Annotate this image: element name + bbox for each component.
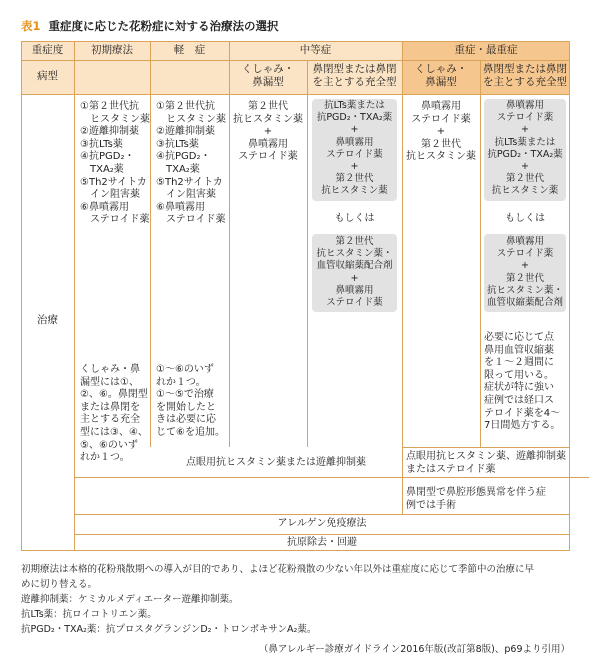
- drug-line: +: [350, 161, 359, 173]
- drug-line: 血管収縮薬配合剤: [486, 297, 563, 309]
- note-line: テロイド薬を4～: [484, 407, 561, 419]
- drug-line: 抗ヒスタミン薬・: [486, 284, 563, 296]
- severe-block-therapy-1: [480, 100, 570, 198]
- surgery-line: 例では手術: [406, 499, 456, 511]
- drug-line: 抗ヒスタミン薬: [491, 185, 559, 197]
- drug-item: イン阻害薬: [156, 189, 216, 201]
- severe-sneeze-type-line: 鼻漏型: [425, 76, 457, 88]
- drug-item: TXA₂薬: [156, 163, 200, 175]
- source-citation: （鼻アレルギー診療ガイドライン2016年版(改訂第8版)、p69より引用）: [258, 644, 570, 655]
- drug-line: 鼻噴霧用: [505, 236, 544, 247]
- drug-item: TXA₂薬: [80, 163, 124, 175]
- mild-therapy-list: [156, 101, 226, 227]
- drug-line: 鼻噴霧用: [248, 138, 288, 150]
- drug-line: 抗ヒスタミン薬・: [316, 248, 393, 260]
- note-line: くしゃみ・鼻: [80, 364, 140, 375]
- note-line: 症状が特に強い: [484, 382, 554, 394]
- drug-line: 第２世代: [248, 101, 288, 112]
- rule: [21, 60, 570, 61]
- immunotherapy-row: アレルゲン免疫療法: [277, 518, 367, 529]
- drug-line: ステロイド薬: [326, 148, 383, 160]
- footnotes: [21, 562, 573, 637]
- severe-block-type-line: 鼻閉型または鼻閉: [483, 63, 567, 75]
- rule: [74, 477, 589, 478]
- severe-sneeze-type: [402, 63, 480, 89]
- drug-item: ③抗LTs薬: [80, 138, 123, 150]
- rule: [74, 41, 75, 551]
- drug-line: 鼻噴霧用: [505, 100, 544, 111]
- rule: [74, 534, 570, 535]
- initial-therapy-note: [80, 364, 148, 465]
- drug-item: ⑤Th2サイトカ: [156, 176, 223, 188]
- moderate-block-therapy-1: [307, 100, 402, 198]
- drug-line: 抗ヒスタミン薬: [406, 151, 476, 163]
- drug-line: 血管収縮薬配合剤: [316, 260, 393, 272]
- note-line: 漏型には①、: [80, 376, 139, 388]
- note-line: ①～⑥のいず: [156, 364, 214, 375]
- drug-line: 鼻噴霧用: [335, 284, 374, 296]
- note-line: または鼻閉を: [80, 401, 140, 413]
- drug-line: 第２世代: [421, 138, 461, 150]
- col-initial: 初期療法: [91, 44, 133, 56]
- footnote-line: 初期療法は本格的花粉飛散期への導入が目的であり、よほど花粉飛散の少ない年以外は重症度に応じて季節中の治療に早: [21, 564, 535, 575]
- moderate-or-label: もしくは: [334, 213, 375, 224]
- drug-item: ⑥鼻噴霧用: [80, 201, 129, 213]
- mild-therapy-note: [156, 364, 225, 440]
- col-severe: 重症・最重症: [454, 44, 518, 56]
- note-line: 必要に応じて点: [484, 332, 554, 343]
- drug-line: +: [436, 126, 446, 138]
- severe-therapy-note: [484, 332, 560, 433]
- rule: [21, 550, 570, 551]
- drug-item: ①第２世代抗: [156, 101, 215, 112]
- note-line: ②、⑥。鼻閉型: [80, 389, 148, 401]
- initial-therapy-list: [80, 101, 150, 227]
- drug-line: ステロイド薬: [411, 113, 471, 125]
- rule: [402, 447, 570, 448]
- eye-drops-line: 点眼用抗ヒスタミン薬、遊離抑制薬: [406, 451, 566, 462]
- drug-line: ステロイド薬: [238, 151, 298, 163]
- eye-drops-severe: [406, 451, 566, 476]
- drug-item: ヒスタミン薬: [80, 113, 150, 125]
- drug-item: ①第２世代抗: [80, 101, 139, 112]
- drug-line: 抗PGD₂・TXA₂薬: [316, 112, 393, 124]
- note-line: 限って用いる。: [484, 369, 554, 381]
- note-line: じて⑥を追加。: [156, 426, 225, 438]
- drug-line: 第２世代: [335, 236, 374, 247]
- moderate-sneeze-type: [229, 63, 307, 89]
- moderate-sneeze-type-line: 鼻漏型: [252, 76, 284, 88]
- drug-line: +: [350, 124, 359, 136]
- drug-line: 抗ヒスタミン薬: [321, 185, 388, 197]
- drug-item: ヒスタミン薬: [156, 113, 226, 125]
- surgery-note: [406, 487, 546, 512]
- drug-line: ステロイド薬: [326, 297, 383, 309]
- drug-line: 抗PGD₂・TXA₂薬: [487, 148, 563, 160]
- footnote-line: 遊離抑制薬：ケミカルメディエーター遊離抑制薬。: [21, 594, 239, 605]
- drug-item: ⑥鼻噴霧用: [156, 201, 205, 213]
- note-line: ①～⑤で治療: [156, 389, 214, 401]
- note-line: ⑤、⑥のいず: [80, 439, 138, 451]
- col-moderate: 中等症: [299, 44, 332, 56]
- note-line: 7日間処方する。: [484, 420, 561, 432]
- note-line: を１～２週間に: [484, 357, 554, 369]
- footnote-line: めに切り替える。: [21, 579, 98, 590]
- antigen-avoidance-row: 抗原除去・回避: [287, 537, 357, 548]
- drug-line: ステロイド薬: [496, 112, 554, 124]
- drug-item: ④抗PGD₂・: [80, 151, 135, 163]
- drug-item: ステロイド薬: [80, 214, 150, 226]
- rule: [74, 514, 570, 515]
- severe-sneeze-therapy: [402, 101, 480, 164]
- note-line: 症例では経口ス: [484, 394, 554, 406]
- severe-sneeze-type-line: くしゃみ・: [414, 63, 468, 75]
- drug-line: 鼻噴霧用: [421, 101, 461, 112]
- severity-label: 重症度: [31, 44, 64, 56]
- moderate-sneeze-therapy: [229, 101, 307, 164]
- type-label: 病型: [37, 70, 58, 82]
- drug-item: ⑤Th2サイトカ: [80, 176, 147, 188]
- drug-line: +: [521, 260, 529, 272]
- surgery-line: 鼻閉型で鼻腔形態異常を伴う症: [406, 487, 546, 498]
- drug-line: +: [350, 272, 359, 284]
- drug-line: 抗LTs薬または: [494, 136, 556, 148]
- drug-item: イン阻害薬: [80, 189, 140, 201]
- moderate-block-type-line: 鼻閉型または鼻閉: [312, 63, 397, 75]
- note-line: 鼻用血管収縮薬: [484, 344, 554, 356]
- drug-line: +: [521, 124, 529, 136]
- note-line: を開始したと: [156, 401, 216, 413]
- severe-block-type-line: を主とする充全型: [483, 76, 567, 88]
- moderate-block-therapy-2: [307, 236, 402, 309]
- drug-item: ②遊離抑制薬: [156, 126, 215, 138]
- drug-line: ステロイド薬: [496, 248, 554, 260]
- severe-or-label: もしくは: [505, 213, 545, 224]
- drug-item: ④抗PGD₂・: [156, 151, 211, 163]
- rule: [21, 41, 570, 42]
- rule: [150, 41, 151, 447]
- note-line: れか１つ。: [80, 452, 130, 464]
- table-number: 表1: [21, 19, 41, 33]
- rule: [21, 41, 22, 551]
- footnote-line: 抗PGD₂・TXA₂薬：抗プロスタグランジンD₂・トロンボキサンA₂薬。: [21, 624, 317, 635]
- note-line: 型には③、④、: [80, 426, 148, 438]
- drug-line: +: [263, 126, 273, 138]
- drug-line: 鼻噴霧用: [335, 136, 374, 148]
- drug-line: 抗LTs薬または: [324, 100, 385, 111]
- footnote-line: 抗LTs薬：抗ロイコトリエン薬。: [21, 609, 157, 620]
- drug-line: 第２世代: [505, 173, 544, 185]
- moderate-block-type: [307, 63, 402, 89]
- moderate-sneeze-type-line: くしゃみ・: [241, 63, 295, 75]
- severe-block-therapy-2: [480, 236, 570, 309]
- eye-drops-mild-moderate: 点眼用抗ヒスタミン薬または遊離抑制薬: [186, 457, 366, 468]
- drug-item: ステロイド薬: [156, 214, 226, 226]
- treatment-table: [21, 41, 570, 550]
- drug-line: 第２世代: [335, 173, 374, 185]
- treatment-label: 治療: [37, 314, 58, 326]
- table-title-text: 重症度に応じた花粉症に対する治療法の選択: [48, 19, 279, 33]
- drug-item: ②遊離抑制薬: [80, 126, 139, 138]
- eye-drops-line: またはステロイド薬: [406, 463, 496, 475]
- col-mild: 軽 症: [173, 44, 206, 56]
- drug-item: ③抗LTs薬: [156, 138, 199, 150]
- note-line: きは必要に応: [156, 414, 216, 426]
- severe-block-type: [480, 63, 570, 89]
- note-line: れか１つ。: [156, 376, 206, 388]
- drug-line: 抗ヒスタミン薬: [233, 113, 303, 125]
- drug-line: 第２世代: [505, 272, 544, 284]
- note-line: 主とする充全: [80, 414, 140, 426]
- rule: [21, 94, 570, 95]
- drug-line: +: [521, 161, 529, 173]
- moderate-block-type-line: を主とする充全型: [312, 76, 397, 88]
- table-title: [21, 18, 279, 34]
